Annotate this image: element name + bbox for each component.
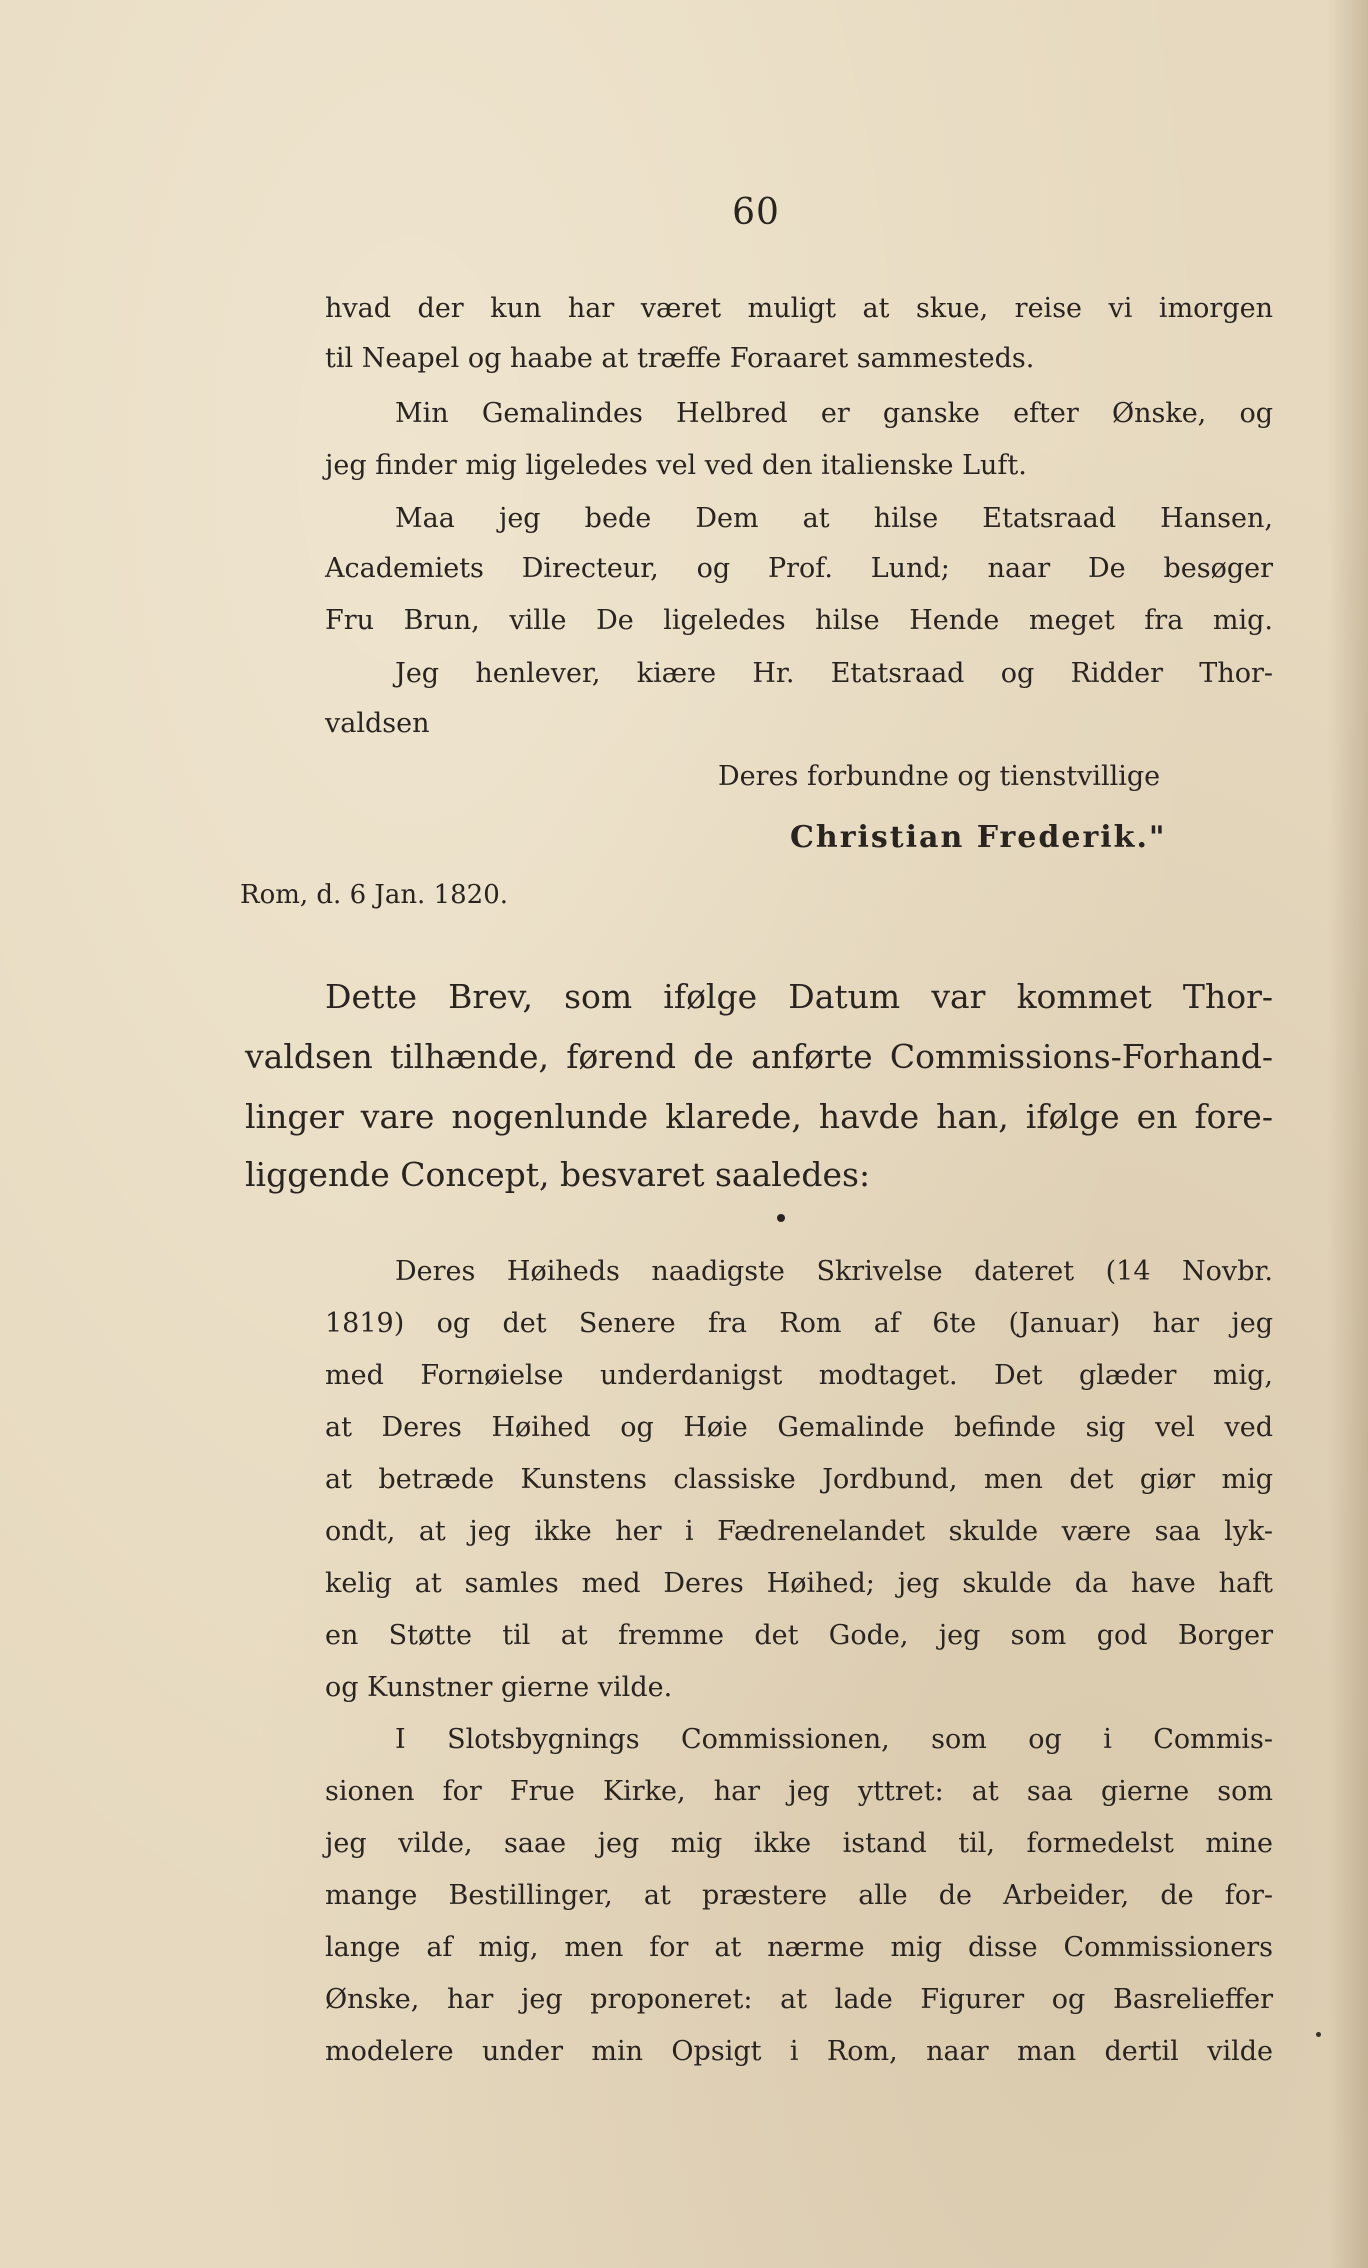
letter-line: valdsen xyxy=(325,708,430,739)
reply-line: Deres Høiheds naadigste Skrivelse dateret (14 Novbr. xyxy=(395,1256,1273,1287)
reply-line: med Fornøielse underdanigst modtaget. Det glæder mig, xyxy=(325,1360,1273,1391)
ink-speck xyxy=(1316,2032,1321,2037)
reply-line: Ønske, har jeg proponeret: at lade Figurer og Basrelieffer xyxy=(325,1984,1273,2015)
reply-line: at betræde Kunstens classiske Jordbund, men det giør mig xyxy=(325,1464,1273,1495)
reply-line: 1819) og det Senere fra Rom af 6te (Januar) har jeg xyxy=(325,1308,1273,1339)
letter-closing: Deres forbundne og tienstvillige xyxy=(718,761,1161,792)
reply-line: sionen for Frue Kirke, har jeg yttret: at saa gierne som xyxy=(325,1776,1273,1807)
letter-line: Maa jeg bede Dem at hilse Etatsraad Hansen, xyxy=(395,503,1273,534)
narrative-line: linger vare nogenlunde klarede, havde han, ifølge en fore- xyxy=(245,1097,1273,1136)
narrative-line: liggende Concept, besvaret saaledes: xyxy=(245,1155,871,1194)
narrative-line: valdsen tilhænde, førend de anførte Commissions-Forhand- xyxy=(245,1037,1273,1076)
letter-line: Min Gemalindes Helbred er ganske efter Ønske, og xyxy=(395,398,1273,429)
page-edge-shadow xyxy=(1328,0,1368,2268)
reply-line: jeg vilde, saae jeg mig ikke istand til, formedelst mine xyxy=(325,1828,1273,1859)
reply-line: og Kunstner gierne vilde. xyxy=(325,1672,673,1703)
letter-line: Jeg henlever, kiære Hr. Etatsraad og Ridder Thor- xyxy=(395,658,1273,689)
reply-line: en Støtte til at fremme det Gode, jeg som god Borger xyxy=(325,1620,1273,1651)
letter-line: hvad der kun har været muligt at skue, reise vi imorgen xyxy=(325,293,1273,324)
signature: Christian Frederik." xyxy=(790,820,1167,855)
page-number: 60 xyxy=(732,192,780,233)
narrative-line: Dette Brev, som ifølge Datum var kommet Thor- xyxy=(325,977,1273,1016)
reply-line: lange af mig, men for at nærme mig disse Commissioners xyxy=(325,1932,1273,1963)
reply-line: kelig at samles med Deres Høihed; jeg skulde da have haft xyxy=(325,1568,1273,1599)
place-date: Rom, d. 6 Jan. 1820. xyxy=(240,880,509,910)
letter-line: til Neapel og haabe at træffe Foraaret sammesteds. xyxy=(325,343,1035,374)
letter-line: jeg finder mig ligeledes vel ved den italienske Luft. xyxy=(325,450,1027,481)
ink-dot xyxy=(777,1214,785,1222)
reply-line: at Deres Høihed og Høie Gemalinde befinde sig vel ved xyxy=(325,1412,1273,1443)
reply-line: modelere under min Opsigt i Rom, naar man dertil vilde xyxy=(325,2036,1273,2067)
reply-line: I Slotsbygnings Commissionen, som og i Commis- xyxy=(395,1724,1273,1755)
reply-line: mange Bestillinger, at præstere alle de Arbeider, de for- xyxy=(325,1880,1273,1911)
reply-line: ondt, at jeg ikke her i Fædrenelandet skulde være saa lyk- xyxy=(325,1516,1273,1547)
letter-line: Fru Brun, ville De ligeledes hilse Hende meget fra mig. xyxy=(325,605,1273,636)
letter-line: Academiets Directeur, og Prof. Lund; naar De besøger xyxy=(325,553,1273,584)
